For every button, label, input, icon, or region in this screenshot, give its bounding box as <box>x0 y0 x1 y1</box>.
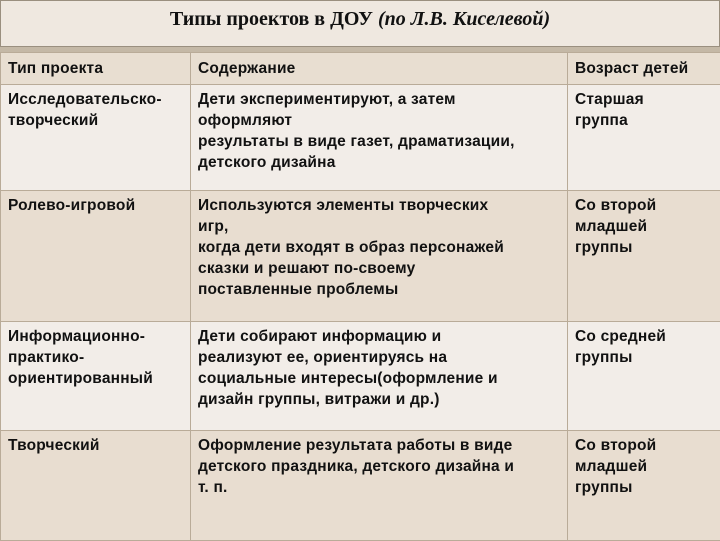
cell-content: Дети собирают информацию и реализуют ее, ориентируясь на социальные интересы(оформление и дизайн группы, витражи и др.) <box>191 322 568 431</box>
header-children-age: Возраст детей <box>568 53 720 85</box>
table-row <box>1 431 720 541</box>
cell-age: Со второй младшей группы <box>568 431 720 541</box>
cell-project-type: Творческий <box>1 431 191 541</box>
cell-project-type: Информационно- практико- ориентированный <box>1 322 191 431</box>
cell-project-type: Исследовательско- творческий <box>1 85 191 191</box>
table-row <box>1 322 720 431</box>
title-author: (по Л.В. Киселевой) <box>378 8 550 30</box>
cell-project-type: Ролево-игровой <box>1 191 191 322</box>
cell-age: Со средней группы <box>568 322 720 431</box>
table-row <box>1 191 720 322</box>
title-main: Типы проектов в ДОУ <box>170 8 378 30</box>
cell-content: Дети экспериментируют, а затем оформляют результаты в виде газет, драматизации, детского дизайна <box>191 85 568 191</box>
cell-content: Используются элементы творческих игр, когда дети входят в образ персонажей сказки и решают по-своему поставленные проблемы <box>191 191 568 322</box>
header-project-type: Тип проекта <box>1 53 191 85</box>
table-header-row <box>1 53 720 85</box>
table-row <box>1 85 720 191</box>
project-types-table <box>0 52 720 541</box>
slide-title <box>0 0 720 47</box>
cell-age: Со второй младшей группы <box>568 191 720 322</box>
header-content: Содержание <box>191 53 568 85</box>
cell-content: Оформление результата работы в виде детского праздника, детского дизайна и т. п. <box>191 431 568 541</box>
cell-age: Старшая группа <box>568 85 720 191</box>
